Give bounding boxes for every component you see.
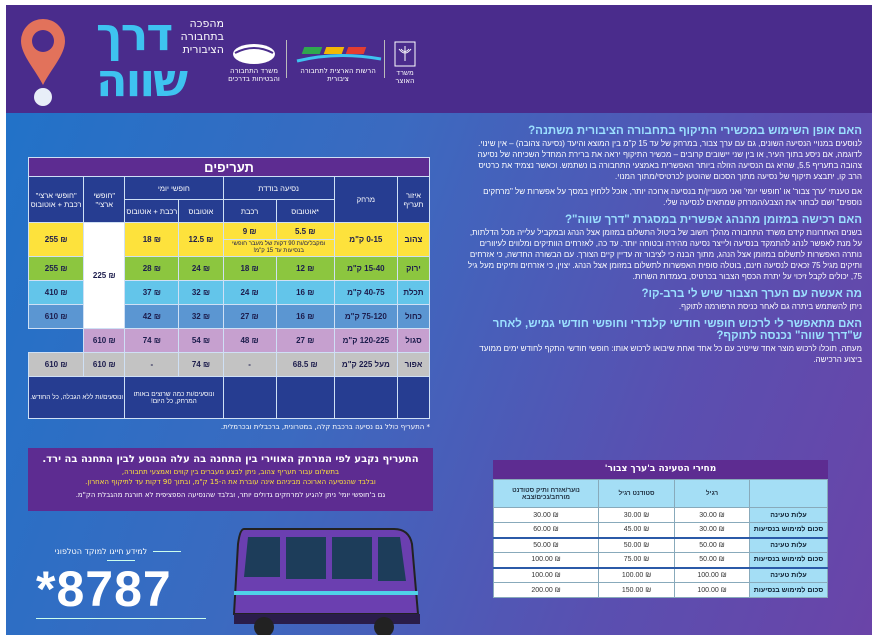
price: ₪ 30.00: [675, 508, 750, 523]
price: ₪ 100.00: [675, 568, 750, 583]
fare-row-purple: [29, 329, 430, 353]
table-row: [494, 523, 828, 538]
row-label: סכום למימוש בנסיעות: [750, 523, 828, 538]
phone-label: למידע חייגו למוקד הטלפוני: [36, 547, 206, 565]
price: ₪ 30.00: [599, 508, 675, 523]
col-header: [750, 480, 828, 508]
daily-bus-price: ₪ 12.5: [179, 223, 223, 257]
single-train-price: ₪ 9: [223, 223, 276, 240]
price: ₪ 60.00: [494, 523, 599, 538]
load-prices-section: [493, 460, 828, 598]
zone: סגול: [397, 329, 429, 353]
distance: 0-15 ק"מ: [334, 223, 397, 257]
distance: 15-40 ק"מ: [334, 257, 397, 281]
single-bus-price: ₪ 16: [276, 305, 334, 329]
zone: אפור: [397, 353, 429, 377]
notice-box: [28, 448, 433, 511]
price: ₪ 150.00: [599, 583, 675, 598]
daily-footer: ונוסעים/ות כמה שרוצים באותו המרחק, כל היום!: [125, 377, 223, 419]
row-label: סכום למימוש בנסיעות: [750, 553, 828, 568]
daily-train-price: -: [125, 353, 179, 377]
price: ₪ 45.00: [599, 523, 675, 538]
col-single: נסיעה בודדת: [223, 177, 334, 200]
divider: [36, 618, 206, 619]
distance: 40-75 ק"מ: [334, 281, 397, 305]
price: ₪ 100.00: [675, 583, 750, 598]
faq-question: האם מתאפשר לי לרכוש חופשי חודשי קלנדרי וחופשי חודשי גמיש, לאחר ש"דרך שווה" נכנסה לתוקף?: [492, 318, 862, 342]
ministry-transport-emblem-icon: [231, 43, 277, 65]
national-all-price: ₪ 255: [29, 223, 84, 257]
single-train-price: ₪ 27: [223, 305, 276, 329]
zone: צהוב: [397, 223, 429, 257]
daily-train-price: ₪ 18: [125, 223, 179, 257]
col-daily: חופשי יומי: [125, 177, 223, 200]
col-header: רגיל: [675, 480, 750, 508]
table-row: [494, 583, 828, 598]
daily-bus-price: ₪ 32: [179, 281, 223, 305]
org-name: הרשות הארצית לתחבורה ציבורית: [300, 67, 376, 83]
table-row: [494, 553, 828, 568]
single-bus-price: ₪ 5.5: [276, 223, 334, 240]
fares-table-section: [28, 157, 430, 419]
notice-line: גם ב'חופשי יומי' ניתן להגיע למרחקים גדולים יותר, ובלבד שהנסיעה הספציפית לא חורגת מהגבלת הק"מ.: [75, 491, 386, 499]
national-all-price: ₪ 610: [29, 305, 84, 329]
single-bus-price: ₪ 27: [276, 329, 334, 353]
faq-answer: בשנים האחרונות קידם משרד התחבורה מהלך חשוב של ביטול התשלום במזומן אצל הנהג ובמקביל עלייה מכל הדלתות, על מנת לאפשר לנהג להתמקד בנסיעה ולייצר נסיעה מהירה ובטוחה יותר. עד כה, לאזרחים הוותיקים ומלווים לעיוורים נותרה האפשרות לתשלום במזומן אצל הנהג, מתוך הבנה כי לציבור זה עדיין קיים הצורך. עם הבשורה החדשה, כי אזרחים ותיקים מגיל 75 זכאים לנסיעה חינם, בוטלה סופית האפשרות לתשלום במזומן אצל הנהג. יצוין, כי אזרחים ותיקים מעל גיל 75, יכולים לקבל זיכוי על יתרת הכסף הצבור בכרטיס, בעמדות השרות.: [467, 228, 862, 281]
ministry-transport-logo: [224, 43, 284, 83]
price: ₪ 50.00: [599, 538, 675, 553]
col-national-all: "חופשי ארצי" רכבת + אוטובוס: [29, 177, 84, 223]
national-price: ₪ 610: [84, 353, 125, 377]
fares-footer-row: [29, 377, 430, 419]
price: ₪ 50.00: [494, 538, 599, 553]
single-train-price: ₪ 18: [223, 257, 276, 281]
row-label: סכום למימוש בנסיעות: [750, 583, 828, 598]
row-label: עלות טעינה: [750, 508, 828, 523]
table-row: [494, 568, 828, 583]
single-train-price: ₪ 24: [223, 281, 276, 305]
national-price: ₪ 225: [84, 223, 125, 329]
faq-answer: ניתן להשתמש ביתרה גם לאחר כניסת הרפורמה לתוקף.: [678, 302, 862, 311]
header: [6, 5, 872, 113]
notice-line: בתשלום עבור תעריף צהוב, ניתן לבצע מעברים בין קווים ואמצעי תחבורה,: [121, 468, 340, 476]
menorah-emblem-icon: [393, 41, 417, 67]
logo-tagline: מהפכה בתחבורה הציבורית: [180, 17, 224, 56]
faq-question: מה אעשה עם הערך הצבור שיש לי ברב-קו?: [641, 288, 862, 300]
notice-line: ובלבד שהנסיעה הארוכה מביניהם אינה עוברת את ה-15 ק"מ, ובתוך 90 דקות עד לתיקוף האחרון.: [85, 478, 376, 486]
faq-question: האם רכישה במזומן מהנהג אפשרית במסגרת "דרך שווה"?: [565, 214, 862, 226]
price: ₪ 75.00: [599, 553, 675, 568]
col-header: סטודנט רגיל: [599, 480, 675, 508]
daily-train-price: ₪ 37: [125, 281, 179, 305]
national-all-price: ₪ 610: [29, 353, 84, 377]
daily-bus-price: ₪ 54: [179, 329, 223, 353]
single-train-price: ₪ 48: [223, 329, 276, 353]
logo-title-line2: שווה: [96, 53, 187, 107]
public-transport-authority-logo: [292, 45, 384, 83]
daily-bus-price: ₪ 32: [179, 305, 223, 329]
row-label: עלות טעינה: [750, 538, 828, 553]
col-header: נוער/אזרח ותיק סטודנט מורחב/נכים/צבא: [494, 480, 599, 508]
faq-answer: אם טענתי 'ערך צבור' או 'חופשי יומי' ואני מעוניין/ת בנסיעה ארוכה יותר, אוכל ללחוץ במסך על אפשרות של "מרחקים נוספים" ושם לבחור את הצבע/המרחק שמתאים לנסיעה שלי.: [483, 187, 862, 207]
price: ₪ 100.00: [599, 568, 675, 583]
zone: תכלת: [397, 281, 429, 305]
col-daily-bus: אוטובוס: [179, 200, 223, 223]
zone: כחול: [397, 305, 429, 329]
zone: ירוק: [397, 257, 429, 281]
daily-train-price: ₪ 28: [125, 257, 179, 281]
national-all-price: ₪ 255: [29, 257, 84, 281]
price: ₪ 200.00: [494, 583, 599, 598]
bus-illustration-icon: [214, 519, 444, 635]
daily-train-price: ₪ 42: [125, 305, 179, 329]
daily-train-price: ₪ 74: [125, 329, 179, 353]
distance: 120-225 ק"מ: [334, 329, 397, 353]
daily-bus-price: ₪ 24: [179, 257, 223, 281]
national-all-price: ₪ 410: [29, 281, 84, 305]
single-bus-price: ₪ 16: [276, 281, 334, 305]
distance: מעל 225 ק"מ: [334, 353, 397, 377]
faq-question: האם אופן השימוש במכשירי התיקוף בתחבורה הציבורית משתנה?: [528, 125, 862, 137]
finance-ministry-logo: [390, 41, 420, 85]
fare-row-gray: [29, 353, 430, 377]
price: ₪ 30.00: [494, 508, 599, 523]
notice-line: התעריף נקבע לפי המרחק האווירי בין התחנה בה עלה הנוסע לבין התחנה בה ירד.: [42, 454, 419, 465]
faq-answer: מעתה, תוכלו לרכוש מוצר אחד שייטיב עם כל אחד ואחת שיבואו לרכוש אותו: חופשי חודשי התקף לחודש ימים ממועד ביצוע הרכישה.: [479, 344, 862, 364]
location-pin-icon: [18, 17, 68, 107]
national-footer: ונוסעים/ות ללא הגבלה, כל החודש.: [29, 377, 125, 419]
col-single-bus: *אוטובוס: [276, 200, 334, 223]
flyer: [6, 5, 872, 635]
price: ₪ 50.00: [675, 538, 750, 553]
price: ₪ 100.00: [494, 553, 599, 568]
fares-table: [28, 157, 430, 419]
single-bus-price: ₪ 68.5: [276, 353, 334, 377]
table-row: [494, 508, 828, 523]
phone-number[interactable]: *8787: [36, 561, 172, 617]
faq-section: [466, 119, 862, 365]
org-name: משרד האוצר: [395, 69, 415, 85]
daily-bus-price: ₪ 74: [179, 353, 223, 377]
col-daily-train: רכבת + אוטובוס: [125, 200, 179, 223]
col-national: "חופשי ארצי": [84, 177, 125, 223]
single-bus-price: ₪ 12: [276, 257, 334, 281]
price: ₪ 50.00: [675, 553, 750, 568]
single-train-price: -: [223, 353, 276, 377]
faq-answer: לנוסעים במנויי הנסיעה השונים, גם עם ערך צבור, במרחק של עד 15 ק"מ בין המוצא והיעד (נסיעה צהובה) – אין שינוי. לדוגמה, אם ניסע בתוך העיר, או בין שני יישובים קרובים – מכשיר התיקוף יראה את ברירת המחדל השכיחה של נסיעה צהובה בתעריף 5.5, שהיא גם הנסיעה הזולה ביותר האפשרית באמצעי התחבורה בו נשתמש. וכאשר נצמיד את כרטיס הרב קו, יתבצע תיקוף של נסיעה מתוך הסכום שהוטען לכרטיסי/מתוך המנוי.: [477, 139, 862, 181]
authority-stripes-icon: [293, 45, 383, 65]
distance: 75-120 ק"מ: [334, 305, 397, 329]
col-single-train: רכבת: [223, 200, 276, 223]
logo-title-line1: דרך: [96, 7, 172, 61]
col-zone: איזור תעריף: [397, 177, 429, 223]
price: ₪ 30.00: [675, 523, 750, 538]
fares-title: תעריפים: [29, 158, 430, 177]
transfer-note: ומקבלים/ות 90 דקות של מעבר חופשי בנסיעות עד 15 ק"מ!: [223, 240, 334, 257]
org-name: משרד התחבורה והבטיחות בדרכים: [228, 67, 280, 83]
col-distance: מרחק: [334, 177, 397, 223]
national-all-price: ₪ 610: [84, 329, 125, 353]
fares-footnote: * התעריף כולל גם נסיעה ברכבת קלה, במטרונית, ברכבלית ובכרמלית.: [220, 423, 430, 431]
fare-row-yellow: [29, 223, 430, 240]
table-row: [494, 538, 828, 553]
price: ₪ 100.00: [494, 568, 599, 583]
load-prices-title: מחירי הטעינה ב'ערך צבור': [493, 460, 828, 479]
row-label: עלות טעינה: [750, 568, 828, 583]
load-prices-table: [493, 479, 828, 598]
